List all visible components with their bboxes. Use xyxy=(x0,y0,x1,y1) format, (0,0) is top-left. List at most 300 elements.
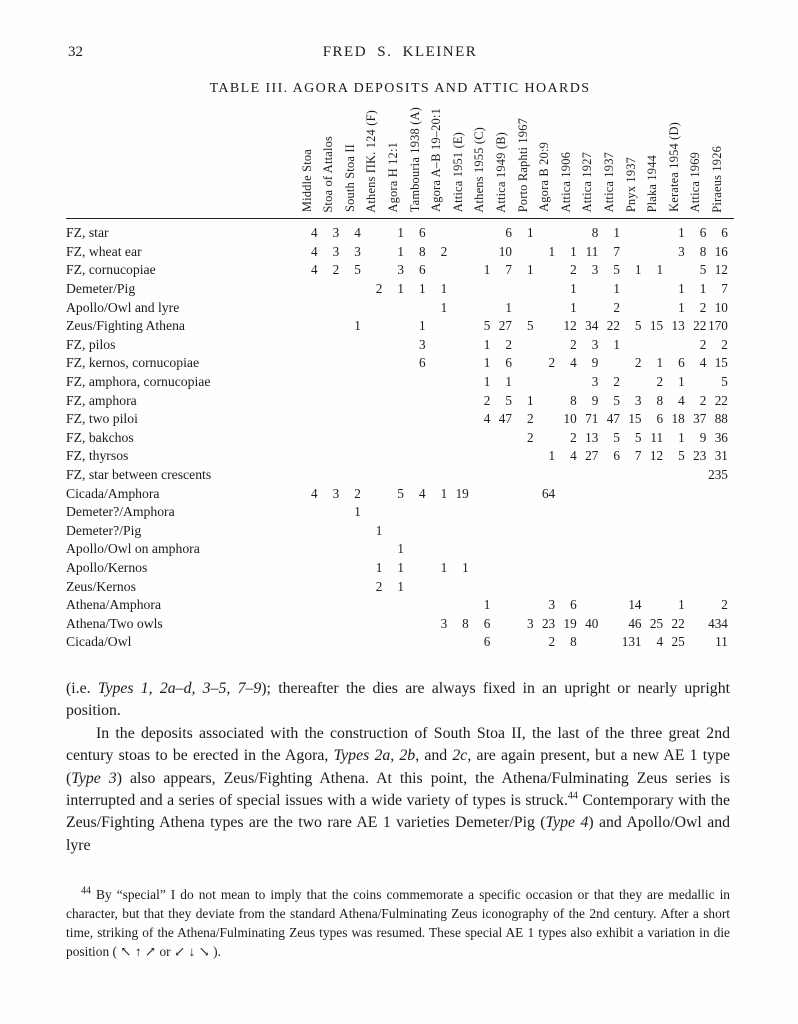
table-cell xyxy=(685,633,707,652)
column-header-label: Keratea 1954 (D) xyxy=(666,122,681,213)
footnote-paragraph xyxy=(66,886,730,961)
table-cell xyxy=(318,336,340,355)
column-header-label: Porto Raphti 1967 xyxy=(515,118,530,213)
table-cell xyxy=(534,299,556,318)
table-cell: 3 xyxy=(332,485,340,501)
table-cell: 71 xyxy=(585,411,599,427)
row-label: FZ, two piloi xyxy=(66,411,138,427)
table-cell: 47 xyxy=(498,411,512,427)
table-cell xyxy=(490,559,512,578)
table-cell: 13 xyxy=(585,429,599,445)
table-cell xyxy=(490,615,512,634)
running-head-author: FRED S. KLEINER xyxy=(322,44,478,60)
table-cell xyxy=(447,466,469,485)
table-cell: 1 xyxy=(699,281,707,297)
table-cell xyxy=(447,578,469,597)
table-cell xyxy=(490,503,512,522)
table-cell xyxy=(447,336,469,355)
body-text xyxy=(66,678,730,857)
table-cell xyxy=(469,466,491,485)
table-cell: 27 xyxy=(585,448,599,464)
column-header xyxy=(685,152,707,212)
table-cell xyxy=(685,540,707,559)
table-cell xyxy=(361,466,383,485)
table-cell: 1 xyxy=(483,336,491,352)
table-cell xyxy=(426,392,448,411)
row-label: FZ, kernos, cornucopiae xyxy=(66,355,200,371)
table-cell xyxy=(620,503,642,522)
table-cell xyxy=(339,578,361,597)
table-cell xyxy=(296,540,318,559)
row-label: FZ, star xyxy=(66,225,109,241)
table-cell xyxy=(534,522,556,541)
table-cell xyxy=(490,447,512,466)
table-cell xyxy=(642,596,664,615)
table-cell xyxy=(404,447,426,466)
table-cell: 1 xyxy=(483,262,491,278)
column-header xyxy=(620,157,642,212)
table-cell xyxy=(296,410,318,429)
table-cell: 6 xyxy=(505,225,512,241)
table-cell xyxy=(426,466,448,485)
table-cell xyxy=(404,466,426,485)
table-cell xyxy=(512,447,534,466)
table-cell: 25 xyxy=(671,634,685,650)
table-cell xyxy=(318,466,340,485)
table-cell: 6 xyxy=(418,262,426,278)
table-cell: 6 xyxy=(613,448,620,464)
table-cell xyxy=(318,615,340,634)
table-cell xyxy=(318,578,340,597)
table-cell xyxy=(620,578,642,597)
running-header xyxy=(66,44,734,64)
table-cell xyxy=(361,540,383,559)
table-cell: 1 xyxy=(397,281,404,297)
text-segment: Type 3 xyxy=(71,769,117,787)
table-cell xyxy=(642,485,664,504)
table-cell xyxy=(620,280,642,299)
table-cell xyxy=(318,633,340,652)
table-title: TABLE III. AGORA DEPOSITS AND ATTIC HOARDS xyxy=(209,81,591,96)
table-cell xyxy=(512,373,534,392)
table-cell: 1 xyxy=(397,225,404,241)
table-cell xyxy=(469,503,491,522)
table-cell: 6 xyxy=(699,225,707,241)
table-cell xyxy=(490,633,512,652)
table-cell: 5 xyxy=(634,318,642,334)
table-cell xyxy=(339,522,361,541)
table-cell xyxy=(318,540,340,559)
table-cell xyxy=(382,633,404,652)
table-cell: 1 xyxy=(570,299,577,315)
table-cell xyxy=(577,578,599,597)
table-cell xyxy=(318,392,340,411)
table-cell: 8 xyxy=(570,392,577,408)
table-cell: 15 xyxy=(628,411,642,427)
table-cell xyxy=(555,559,577,578)
table-cell: 9 xyxy=(591,392,599,408)
table-cell: 1 xyxy=(505,374,512,390)
table-cell: 2 xyxy=(570,429,577,445)
column-header xyxy=(382,142,404,213)
row-label: Cicada/Owl xyxy=(66,634,132,650)
table-cell xyxy=(490,429,512,448)
table-cell: 1 xyxy=(548,243,556,259)
table-cell: 18 xyxy=(671,411,685,427)
table-cell xyxy=(534,410,556,429)
table-cell xyxy=(382,373,404,392)
footnote-marker: 44 xyxy=(567,790,578,802)
table-cell: 1 xyxy=(397,578,404,594)
table-row xyxy=(66,336,734,355)
table-cell: 1 xyxy=(375,559,383,575)
table-cell: 7 xyxy=(634,448,642,464)
table-cell: 4 xyxy=(699,355,707,371)
table-cell xyxy=(620,336,642,355)
table-cell xyxy=(339,280,361,299)
table-cell: 3 xyxy=(354,243,361,259)
table-cell xyxy=(447,410,469,429)
table-cell: 1 xyxy=(570,281,577,297)
column-header xyxy=(361,110,383,213)
table-cell xyxy=(339,447,361,466)
table-cell: 4 xyxy=(483,411,491,427)
row-label: Demeter/Pig xyxy=(66,281,136,297)
table-cell xyxy=(361,243,383,262)
row-label: Demeter?/Pig xyxy=(66,522,142,538)
table-cell xyxy=(318,503,340,522)
table-cell xyxy=(512,485,534,504)
table-cell: 6 xyxy=(418,225,426,241)
table-cell: 8 xyxy=(591,225,599,241)
table-cell: 1 xyxy=(418,281,426,297)
table-cell: 2 xyxy=(526,411,534,427)
text-segment: In the deposits associated with the construction of South Stoa II, the last of the three great 2nd century stoas to be erected in the Agora, xyxy=(66,724,730,765)
table-cell xyxy=(382,317,404,336)
paragraph xyxy=(66,678,730,723)
table-cell xyxy=(447,633,469,652)
table-cell: 9 xyxy=(591,355,599,371)
table-row xyxy=(66,503,734,522)
table-cell: 1 xyxy=(613,281,620,297)
table-cell xyxy=(426,540,448,559)
table-cell: 2 xyxy=(699,336,707,352)
table-row xyxy=(66,354,734,373)
table-cell: 31 xyxy=(714,448,728,464)
table-cell: 23 xyxy=(693,448,707,464)
table-cell: 1 xyxy=(526,392,534,408)
table-cell xyxy=(361,299,383,318)
table-cell: 88 xyxy=(714,411,728,427)
table-cell: 12 xyxy=(649,448,664,464)
table-cell xyxy=(339,429,361,448)
table-cell: 4 xyxy=(354,225,361,241)
table-cell xyxy=(296,522,318,541)
table-cell xyxy=(642,243,664,262)
table-cell: 6 xyxy=(678,355,685,371)
table-cell: 4 xyxy=(311,262,318,278)
table-cell: 40 xyxy=(585,615,599,631)
table-cell xyxy=(555,540,577,559)
table-cell xyxy=(318,559,340,578)
table-cell xyxy=(447,299,469,318)
table-cell: 1 xyxy=(354,318,361,334)
table-cell: 5 xyxy=(721,374,728,390)
table-cell xyxy=(620,540,642,559)
table-cell xyxy=(534,261,556,280)
table-cell: 11 xyxy=(715,634,728,650)
table-row xyxy=(66,466,734,485)
table-cell: 5 xyxy=(526,318,534,334)
table-cell xyxy=(642,224,664,243)
table-cell: 4 xyxy=(570,448,577,464)
row-label: Cicada/Amphora xyxy=(66,485,160,501)
table-cell xyxy=(426,429,448,448)
table-cell xyxy=(339,540,361,559)
table-cell: 10 xyxy=(563,411,577,427)
table-cell xyxy=(361,447,383,466)
table-cell xyxy=(296,615,318,634)
column-header-label: Stoa of Attalos xyxy=(321,135,336,213)
table-cell: 8 xyxy=(656,392,664,408)
table-cell xyxy=(512,578,534,597)
row-label: FZ, star between crescents xyxy=(66,467,212,482)
table-cell xyxy=(512,336,534,355)
table-cell: 1 xyxy=(397,559,404,575)
table-cell xyxy=(512,243,534,262)
table-cell xyxy=(339,354,361,373)
table-cell: 64 xyxy=(541,485,556,501)
table-cell xyxy=(404,559,426,578)
table-cell: 15 xyxy=(714,355,728,371)
table-cell xyxy=(382,503,404,522)
table-cell xyxy=(685,485,707,504)
column-header-label: Athens ΠΚ. 124 (F) xyxy=(364,109,379,213)
table-cell xyxy=(577,540,599,559)
table-cell: 2 xyxy=(548,355,556,371)
table-cell xyxy=(534,429,556,448)
table-cell: 11 xyxy=(650,429,664,445)
table-cell: 1 xyxy=(440,281,448,297)
table-cell xyxy=(339,615,361,634)
table-cell: 6 xyxy=(570,597,577,613)
table-cell xyxy=(404,429,426,448)
column-header xyxy=(490,132,512,213)
table-cell xyxy=(534,280,556,299)
row-label: FZ, pilos xyxy=(66,336,116,352)
table-cell xyxy=(598,559,620,578)
table-cell xyxy=(296,429,318,448)
table-cell: 2 xyxy=(375,578,383,594)
table-cell: 6 xyxy=(656,411,664,427)
table-cell xyxy=(469,447,491,466)
table-cell xyxy=(382,410,404,429)
table-cell xyxy=(404,540,426,559)
table-cell: 3 xyxy=(591,336,599,352)
table-cell: 2 xyxy=(721,336,728,352)
table-cell xyxy=(447,522,469,541)
column-header xyxy=(512,118,534,212)
table-cell xyxy=(490,280,512,299)
table-cell: 1 xyxy=(526,262,534,278)
column-header-label: Plaka 1944 xyxy=(645,154,660,213)
table-cell xyxy=(469,540,491,559)
table-row xyxy=(66,261,734,280)
table-cell: 1 xyxy=(570,243,577,259)
table-cell: 2 xyxy=(548,634,556,650)
table-cell: 8 xyxy=(462,615,469,631)
table-cell xyxy=(339,373,361,392)
column-header xyxy=(555,152,577,212)
table-cell xyxy=(404,373,426,392)
table-cell xyxy=(555,373,577,392)
table-cell xyxy=(426,410,448,429)
table-cell: 3 xyxy=(418,336,426,352)
footnote xyxy=(66,886,730,961)
table-cell xyxy=(534,224,556,243)
table-cell: 5 xyxy=(634,429,642,445)
table-cell: 131 xyxy=(621,634,642,650)
table-cell xyxy=(447,280,469,299)
table-cell xyxy=(642,280,664,299)
table-row xyxy=(66,447,734,466)
table-cell: 3 xyxy=(526,615,534,631)
table-cell xyxy=(490,578,512,597)
table-cell: 2 xyxy=(656,374,664,390)
column-header-label: Tambouria 1938 (A) xyxy=(407,107,422,213)
table-cell xyxy=(534,559,556,578)
table-cell xyxy=(555,485,577,504)
table-cell xyxy=(534,578,556,597)
table-row xyxy=(66,280,734,299)
table-cell xyxy=(318,522,340,541)
row-label: FZ, amphora xyxy=(66,392,137,408)
table-cell xyxy=(426,447,448,466)
table-cell xyxy=(426,354,448,373)
table-cell xyxy=(382,596,404,615)
table-cell: 6 xyxy=(418,355,426,371)
table-cell xyxy=(447,354,469,373)
table-cell: 8 xyxy=(418,243,426,259)
table-cell: 22 xyxy=(714,392,728,408)
table-cell: 5 xyxy=(397,485,404,501)
table-header-row xyxy=(66,107,734,212)
table-cell xyxy=(296,596,318,615)
table-cell xyxy=(318,373,340,392)
table-cell: 25 xyxy=(649,615,664,631)
table-cell: 235 xyxy=(708,467,728,482)
table-cell xyxy=(598,633,620,652)
table-cell: 4 xyxy=(311,485,318,501)
table-cell: 2 xyxy=(613,299,620,315)
table-cell xyxy=(512,354,534,373)
row-label: Demeter?/Amphora xyxy=(66,504,175,520)
table-cell xyxy=(598,503,620,522)
table-cell xyxy=(534,373,556,392)
table-cell xyxy=(469,224,491,243)
table-cell xyxy=(706,503,728,522)
table-cell xyxy=(642,522,664,541)
table-cell xyxy=(361,429,383,448)
table-row xyxy=(66,522,734,541)
table-cell xyxy=(426,596,448,615)
table-cell: 1 xyxy=(526,225,534,241)
table-cell: 2 xyxy=(332,262,340,278)
table-cell xyxy=(577,559,599,578)
table-cell: 3 xyxy=(591,262,599,278)
table-cell xyxy=(663,336,685,355)
column-header-label: Athens 1955 (C) xyxy=(472,126,487,213)
table-cell: 1 xyxy=(656,355,664,371)
column-header-label: Agora A–B 19–20:1 xyxy=(429,108,444,213)
table-cell xyxy=(685,615,707,634)
table-cell: 8 xyxy=(699,243,707,259)
table-cell: 19 xyxy=(455,485,469,501)
footnote-marker: 44 xyxy=(81,885,91,897)
table-cell xyxy=(512,466,534,485)
table-cell: 2 xyxy=(699,392,707,408)
table-row xyxy=(66,485,734,504)
table-cell xyxy=(490,596,512,615)
table-cell xyxy=(318,429,340,448)
table-cell: 4 xyxy=(656,634,664,650)
table-cell xyxy=(361,261,383,280)
table-cell: 10 xyxy=(714,299,728,315)
table-cell xyxy=(339,392,361,411)
table-cell xyxy=(382,336,404,355)
table-cell xyxy=(663,540,685,559)
table-cell: 8 xyxy=(570,634,577,650)
column-header-label: South Stoa II xyxy=(342,144,357,213)
table-cell xyxy=(512,280,534,299)
table-cell xyxy=(382,429,404,448)
table-cell xyxy=(318,299,340,318)
table-cell xyxy=(361,503,383,522)
table-cell: 1 xyxy=(634,262,642,278)
table-cell xyxy=(426,261,448,280)
table-cell xyxy=(339,336,361,355)
table-cell xyxy=(426,224,448,243)
table-cell xyxy=(598,466,620,485)
table-cell: 11 xyxy=(585,243,599,259)
table-cell: 15 xyxy=(649,318,664,334)
table-cell: 12 xyxy=(714,262,728,278)
table-cell xyxy=(642,466,664,485)
table-cell: 3 xyxy=(440,615,448,631)
table-cell xyxy=(339,299,361,318)
table-cell xyxy=(555,224,577,243)
table-row xyxy=(66,373,734,392)
table-cell xyxy=(382,466,404,485)
table-cell xyxy=(577,466,599,485)
row-label: FZ, cornucopiae xyxy=(66,262,156,278)
table-cell xyxy=(469,522,491,541)
table-cell xyxy=(447,503,469,522)
table-cell xyxy=(447,243,469,262)
table-cell xyxy=(598,578,620,597)
table-cell xyxy=(426,373,448,392)
table-cell: 1 xyxy=(613,336,620,352)
table-cell: 27 xyxy=(498,318,512,334)
table-cell xyxy=(534,392,556,411)
table-cell xyxy=(490,485,512,504)
table-cell xyxy=(706,559,728,578)
row-label: Apollo/Kernos xyxy=(66,559,148,575)
table-cell xyxy=(361,354,383,373)
table-cell: 22 xyxy=(671,615,685,631)
table-cell: 5 xyxy=(613,392,620,408)
table-cell xyxy=(404,596,426,615)
